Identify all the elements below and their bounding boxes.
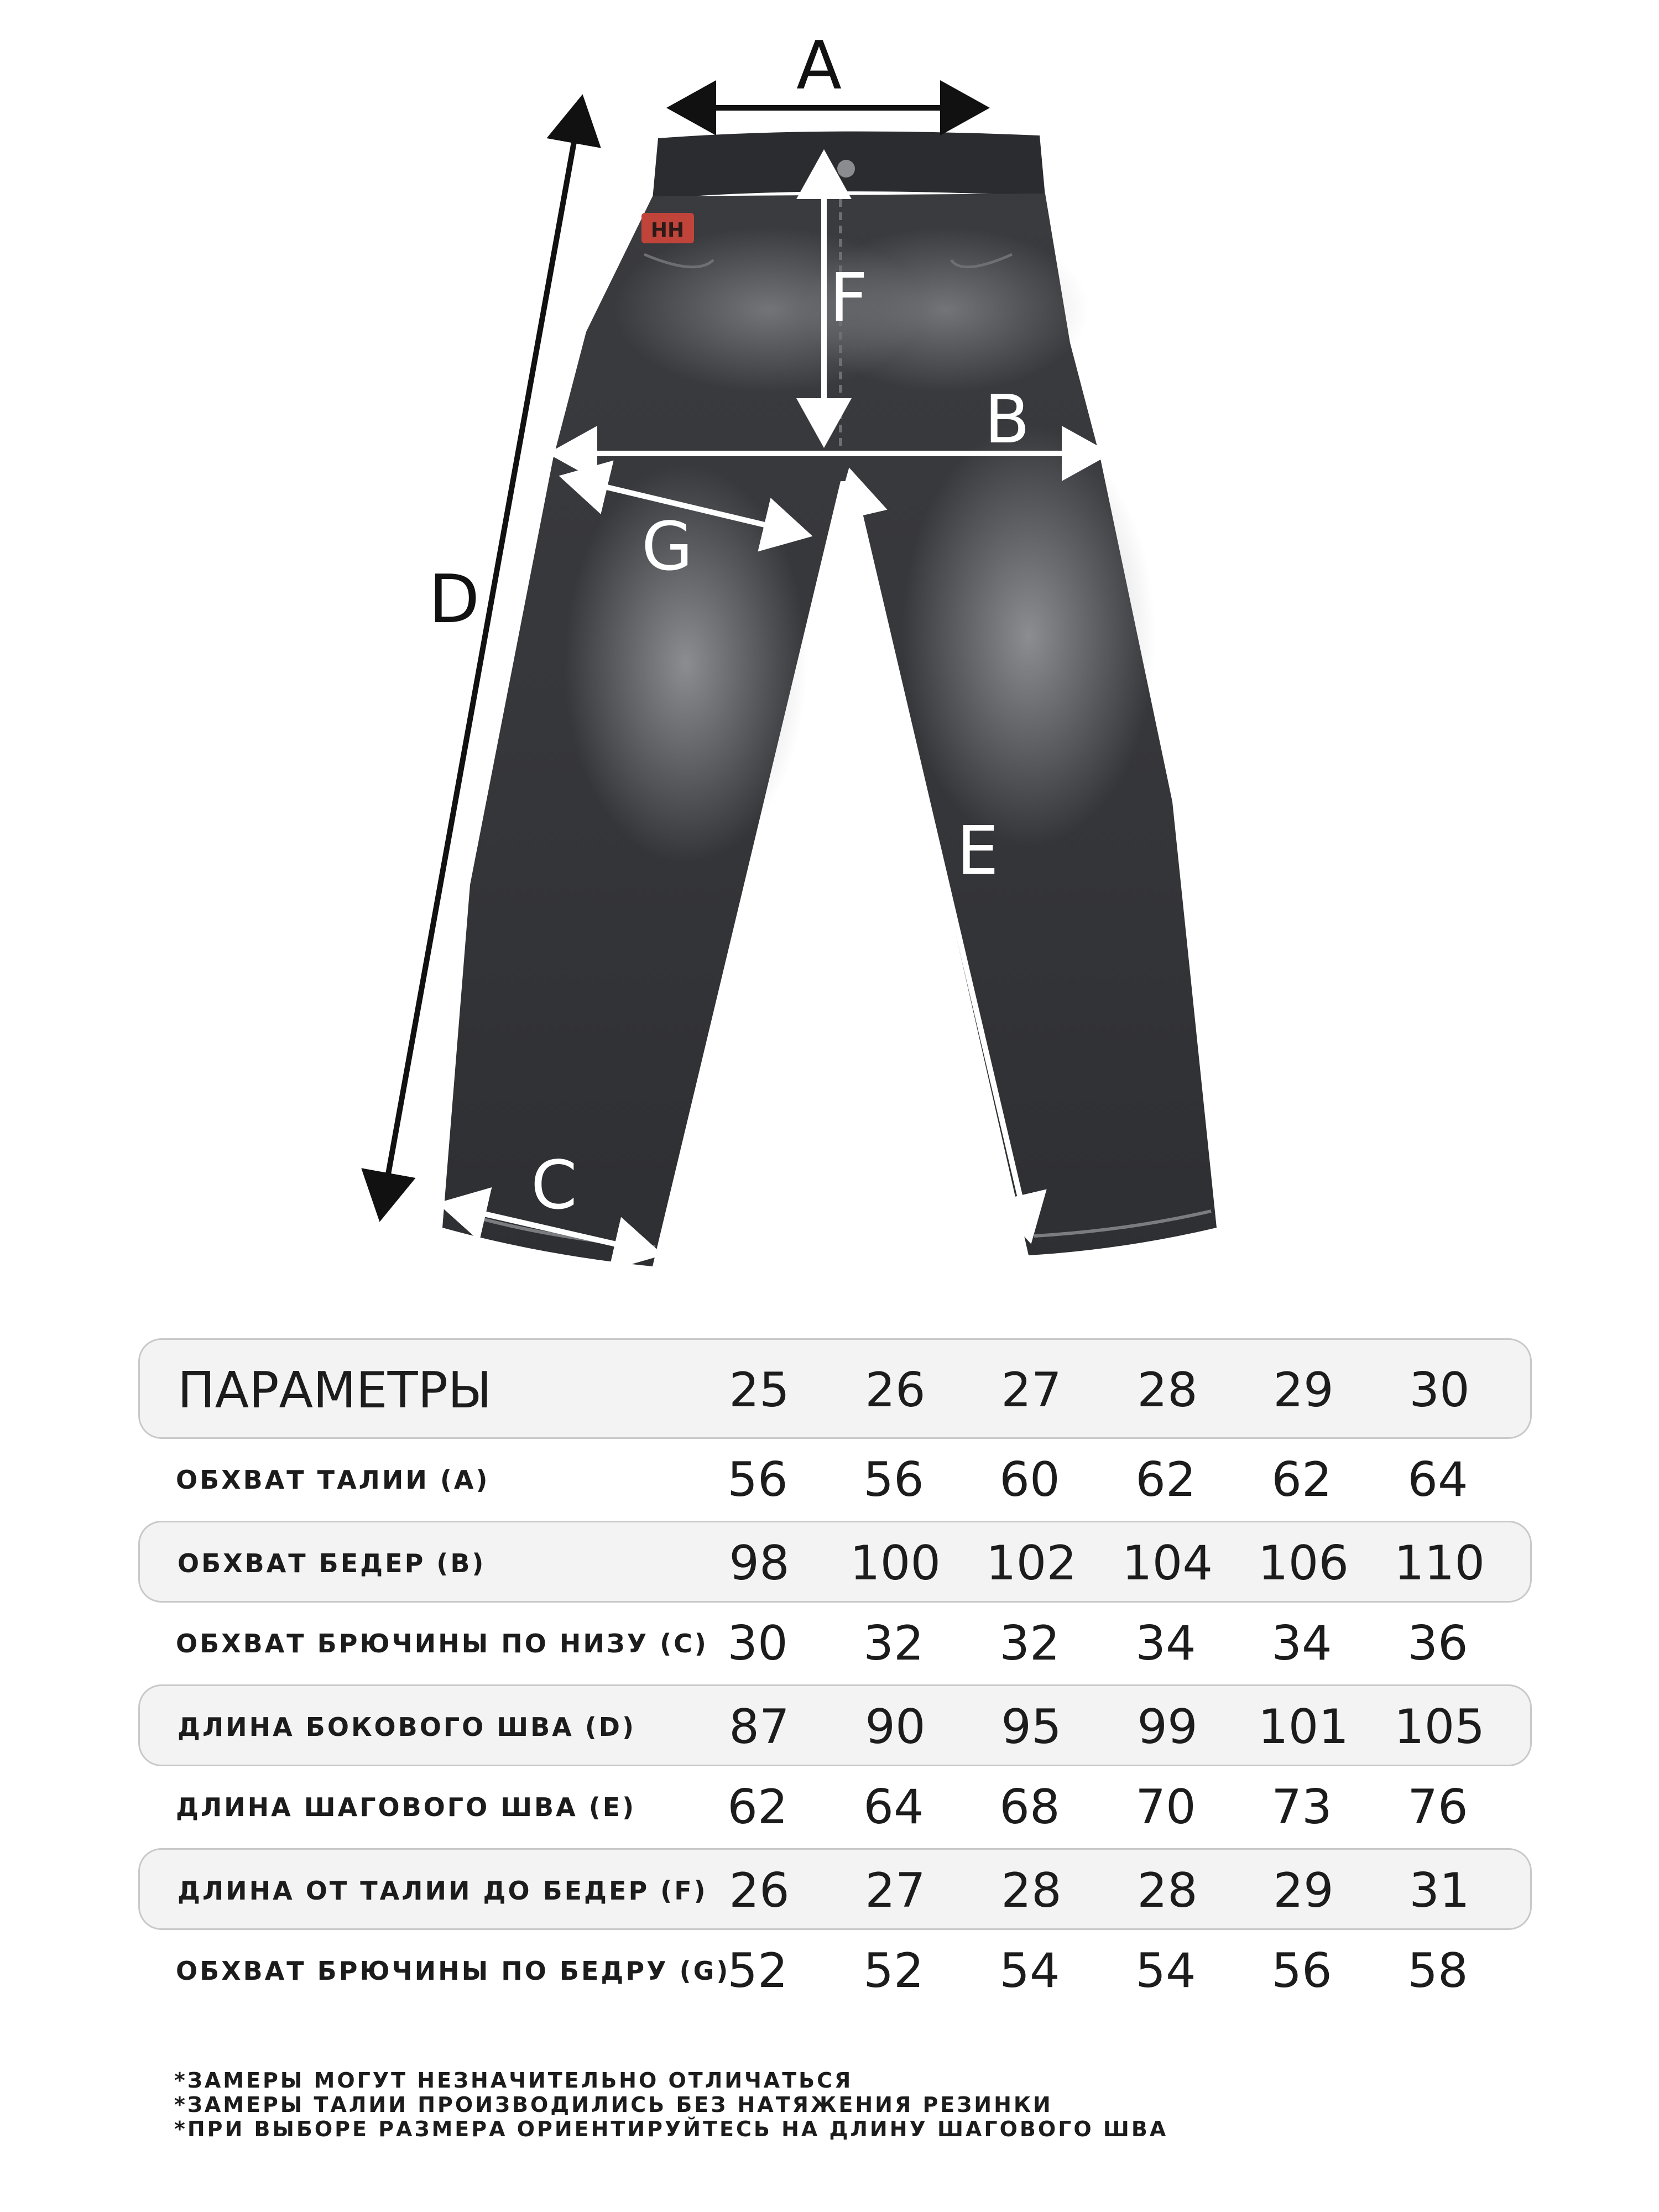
table-cell: 54 xyxy=(999,1943,1060,1999)
HH-brand-patch-icon xyxy=(641,213,694,243)
header-label: ПАРАМЕТРЫ xyxy=(178,1361,492,1420)
table-cell: 34 xyxy=(1135,1616,1196,1671)
table-cell: 105 xyxy=(1394,1699,1485,1755)
table-cell: 73 xyxy=(1271,1780,1332,1835)
table-cell: 98 xyxy=(729,1536,790,1591)
size-30: 30 xyxy=(1409,1363,1470,1418)
table-cell: 87 xyxy=(729,1699,790,1755)
table-cell: 56 xyxy=(727,1452,788,1507)
table-cell: 28 xyxy=(1137,1863,1198,1918)
size-table-header xyxy=(138,1338,1532,1439)
measure-label-d: D xyxy=(429,561,480,638)
table-cell: 90 xyxy=(865,1699,926,1755)
table-cell: 62 xyxy=(1135,1452,1196,1507)
row-label: ОБХВАТ БРЮЧИНЫ ПО БЕДРУ (G) xyxy=(176,1956,731,1986)
table-cell: 95 xyxy=(1001,1699,1062,1755)
table-cell: 32 xyxy=(999,1616,1060,1671)
table-cell: 27 xyxy=(865,1863,926,1918)
size-26: 26 xyxy=(865,1363,926,1418)
table-row-hips xyxy=(138,1521,1532,1603)
table-row-thigh xyxy=(138,1930,1532,2012)
row-label: ОБХВАТ ТАЛИИ (A) xyxy=(176,1465,490,1495)
measure-label-c: C xyxy=(531,1147,577,1224)
footnotes xyxy=(174,2068,1168,2141)
table-cell: 64 xyxy=(1407,1452,1468,1507)
table-cell: 106 xyxy=(1258,1536,1349,1591)
table-cell: 29 xyxy=(1273,1863,1334,1918)
denim-fade xyxy=(901,426,1156,846)
footnote: *ЗАМЕРЫ МОГУТ НЕЗНАЧИТЕЛЬНО ОТЛИЧАТЬСЯ xyxy=(174,2068,853,2093)
svg-text:HH: HH xyxy=(650,219,685,242)
size-28: 28 xyxy=(1137,1363,1198,1418)
table-cell: 70 xyxy=(1135,1780,1196,1835)
table-cell: 60 xyxy=(999,1452,1060,1507)
table-cell: 100 xyxy=(849,1536,941,1591)
row-label: ОБХВАТ БРЮЧИНЫ ПО НИЗУ (C) xyxy=(176,1629,708,1658)
size-table xyxy=(138,1338,1532,2012)
table-cell: 54 xyxy=(1135,1943,1196,1999)
table-cell: 101 xyxy=(1258,1699,1349,1755)
table-cell: 62 xyxy=(727,1780,788,1835)
table-cell: 99 xyxy=(1137,1699,1198,1755)
measure-label-f: F xyxy=(830,260,868,337)
footnote: *ЗАМЕРЫ ТАЛИИ ПРОИЗВОДИЛИСЬ БЕЗ НАТЯЖЕНИЯ РЕЗИНКИ xyxy=(174,2093,1053,2117)
table-cell: 52 xyxy=(727,1943,788,1999)
table-cell: 30 xyxy=(727,1616,788,1671)
table-cell: 36 xyxy=(1407,1616,1468,1671)
table-cell: 28 xyxy=(1001,1863,1062,1918)
table-cell: 56 xyxy=(1271,1943,1332,1999)
measure-label-a: A xyxy=(796,28,842,105)
table-cell: 31 xyxy=(1409,1863,1470,1918)
table-row-hem xyxy=(138,1603,1532,1684)
table-cell: 76 xyxy=(1407,1780,1468,1835)
table-cell: 52 xyxy=(863,1943,924,1999)
table-cell: 64 xyxy=(863,1780,924,1835)
table-cell: 56 xyxy=(863,1452,924,1507)
table-row-rise xyxy=(138,1848,1532,1930)
table-cell: 26 xyxy=(729,1863,790,1918)
row-label: ДЛИНА ОТ ТАЛИИ ДО БЕДЕР (F) xyxy=(178,1876,708,1906)
footnote: *ПРИ ВЫБОРЕ РАЗМЕРА ОРИЕНТИРУЙТЕСЬ НА ДЛИНУ ШАГОВОГО ШВА xyxy=(174,2117,1168,2141)
size-25: 25 xyxy=(729,1363,790,1418)
table-cell: 62 xyxy=(1271,1452,1332,1507)
table-cell: 58 xyxy=(1407,1943,1468,1999)
row-label: ДЛИНА ШАГОВОГО ШВА (E) xyxy=(176,1792,637,1822)
table-cell: 102 xyxy=(985,1536,1077,1591)
measure-label-b: B xyxy=(984,382,1030,458)
table-cell: 34 xyxy=(1271,1616,1332,1671)
table-row-waist xyxy=(138,1439,1532,1521)
table-row-inseam xyxy=(138,1766,1532,1848)
table-row-side-seam xyxy=(138,1684,1532,1766)
table-cell: 110 xyxy=(1394,1536,1485,1591)
table-cell: 32 xyxy=(863,1616,924,1671)
size-29: 29 xyxy=(1273,1363,1334,1418)
measure-label-e: E xyxy=(957,813,999,890)
size-27: 27 xyxy=(1001,1363,1062,1418)
row-label: ОБХВАТ БЕДЕР (B) xyxy=(178,1548,486,1578)
table-cell: 104 xyxy=(1121,1536,1213,1591)
measure-label-g: G xyxy=(641,509,693,586)
table-cell: 68 xyxy=(999,1780,1060,1835)
row-label: ДЛИНА БОКОВОГО ШВА (D) xyxy=(178,1712,636,1742)
